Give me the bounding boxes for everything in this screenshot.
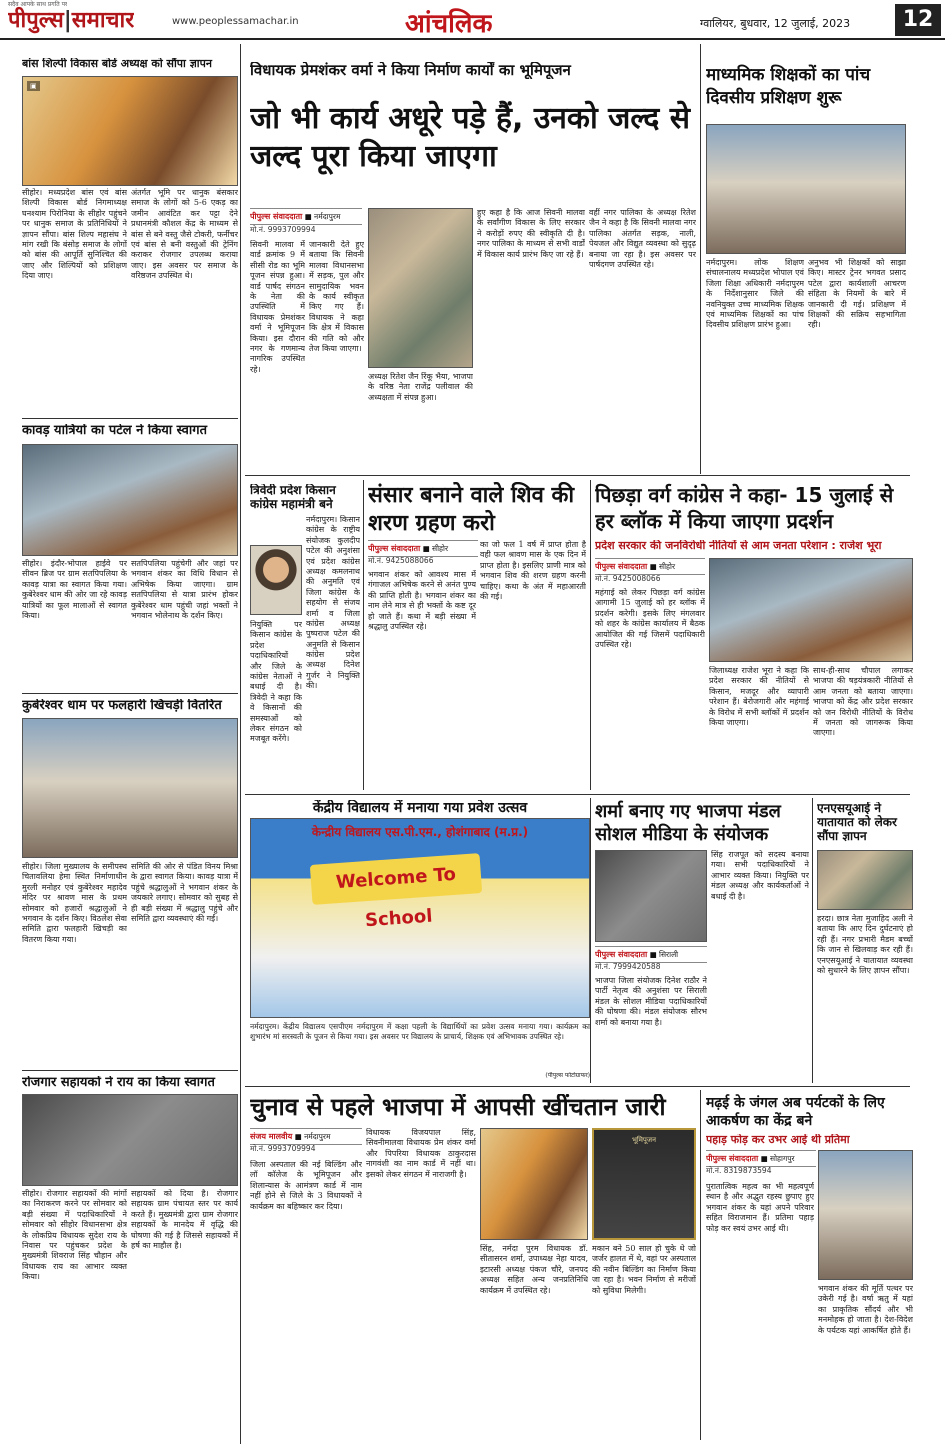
dateline: ग्वालियर, बुधवार, 12 जुलाई, 2023 [700, 17, 851, 30]
headline-teacher-training: माध्यमिक शिक्षकों का पांच दिवसीय प्रशिक्षण शुरू [706, 65, 871, 108]
divider [245, 475, 910, 476]
byline-mobile: मो.नं. 7999420588 [595, 962, 661, 971]
article-body: सीहोर। इंदौर-भोपाल हाईवे पर सीवन ब्रिज पर ग्राम सतपिपलिया के कावड़ यात्रा का स्वागत किया गया। कुबेरेश्वर धाम की ओर जा रहे कावड़ यात्रियों का फूल मालाओं से स्वागत किया। [22, 559, 127, 620]
byline-place: सोहागपुर [770, 1154, 795, 1163]
article-body: सीहोर। जिला मुख्यालय के समीपस्थ चितावलिया हेमा स्थित निर्माणाधीन मुरली मनोहर एवं कुबेरेश्वर महादेव मंदिर पर श्रावण मास के प्रथम सोमवार को हजारों श्रद्धालुओं ने भगवान के दर्शन किए। विठलेश सेवा समिति द्वारा फलहारी खिचड़ी का वितरण किया गया। [22, 862, 127, 944]
photo-memorandum [22, 76, 238, 186]
article-body: जिला अस्पताल की नई बिल्डिंग और लॉ कॉलेज के भूमिपूजन और शिलान्यास के आमंत्रण कार्ड में नाम नहीं होने से जिले के 3 विधायकों ने कार्यक्रम का बहिष्कार कर दिया। [250, 1160, 362, 1211]
photo-crowd [22, 718, 238, 858]
column-divider [240, 44, 241, 1444]
article-body: का जो फल 1 वर्ष में प्राप्त होता है वही फल श्रावण मास के एक दिन में प्राप्त होता है। इसलिए प्राणी मात्र को भगवान शिव की शरण ग्रहण करनी चाहिए। कथा के अंत में महाआरती की गई। [480, 540, 586, 601]
photo-bjp-social [595, 850, 707, 942]
byline-author: पीपुल्स संवाददाता [595, 562, 648, 571]
byline-mobile: मो.नं. 9425088066 [368, 556, 434, 565]
article-body: समिति की ओर से पंडित विनय मिश्रा के द्वारा स्वागत किया। कावड़ यात्रा में पहुंचे श्रद्धालुओं ने भगवान शंकर के जयकारे लगाए। सोमवार को सुबह से ही बड़ी संख्या में श्रद्धालु पहुंचे और समिति द्वारा व्यवस्थाएं की गईं। [131, 862, 238, 923]
logo-left: पीपुल्स [8, 8, 64, 33]
article-body: सिवनी मालवा में वार्ड क्रमांक 9 में सीसी रोड का भूमि पूजन संपन्न हुआ। वार्ड पार्षद संगठन के नेता की उपस्थिति में विधायक प्रेमशंकर वर्मा ने भूमिपूजन किया। इस दौरान नगर के गणमान्य नागरिक उपस्थित रहे। [250, 240, 305, 374]
photo-kawad [22, 444, 238, 556]
article-body: हुए कहा है कि आज सिवनी मालवा के सर्वांगीण विकास के लिए सरकार ने करोड़ों रुपए की स्वीकृति दी है। नगर पालिका के माध्यम से सभी वार्डों में विकास कार्य प्रारंभ किए जा रहे हैं। [477, 208, 585, 259]
photo-training [706, 124, 906, 254]
photo-caption: नर्मदापुरम। केंद्रीय विद्यालय एसपीएम नर्मदापुरम में कक्षा पहली के विद्यार्थियों का प्रवेश उत्सव मनाया गया। कार्यक्रम का शुभारंभ मां सरस्वती के पूजन से किया गया। इस अवसर पर विद्यालय के प्राचार्य, शिक्षक एवं अभिभावक उपस्थित रहे। [250, 1022, 590, 1041]
main-kicker: विधायक प्रेमशंकर वर्मा ने किया निर्माण कार्यों का भूमिपूजन [250, 62, 571, 79]
photo-caption: अध्यक्ष रितेश जैन रिंकू भैया, भाजपा के वरिष्ठ नेता राजेंद्र पलीवाल की अध्यक्षता में संपन्न हुआ। [368, 372, 473, 402]
byline-mobile: मो.नं. 9993709994 [250, 1144, 316, 1153]
byline-author: पीपुल्स संवाददाता [250, 212, 303, 221]
byline-author: पीपुल्स संवाददाता [706, 1154, 759, 1163]
article-body: नर्मदापुरम। लोक शिक्षण संचालनालय मध्यप्रदेश भोपाल एवं जिला शिक्षा अधिकारी नर्मदापुरम के निर्देशानुसार जिले की नवनियुक्त उच्च माध्यमिक शिक्षक एवं माध्यमिक शिक्षकों का पांच दिवसीय प्रशिक्षण प्रारंभ हुआ। [706, 258, 804, 330]
plaque-title: भूमिपूजन [632, 1136, 656, 1144]
headline-trivedi: त्रिवेदी प्रदेश किसान कांग्रेस महामंत्री बने [250, 484, 336, 511]
byline-mobile: मो.नं. 9993709994 [250, 225, 316, 234]
headline-bjp-social: शर्मा बनाए गए भाजपा मंडल सोशल मीडिया के संयोजक [595, 801, 781, 846]
subhead-mahui: पहाड़ फोड़ कर उभर आई थी प्रतिमा [706, 1134, 850, 1146]
byline-place: सिराली [659, 950, 679, 959]
photo-sculpture [818, 1150, 913, 1280]
photo-icon: ▣ [27, 81, 40, 91]
byline: पीपुल्स संवाददाता ■ सोहागपुर [706, 1150, 816, 1167]
section-title: आंचलिक [405, 9, 493, 39]
photo-assistants [22, 1094, 238, 1186]
headline-obc-congress: पिछड़ा वर्ग कांग्रेस ने कहा- 15 जुलाई से हर ब्लॉक में किया जाएगा प्रदर्शन [595, 483, 894, 533]
byline: पीपुल्स संवाददाता ■ नर्मदापुरम [250, 208, 362, 225]
headline-shiv: संसार बनाने वाले शिव की शरण ग्रहण करो [368, 483, 575, 536]
newspaper-logo[interactable] [8, 4, 134, 34]
headline-bamboo-board: बांस शिल्पी विकास बोर्ड अध्यक्ष को सौंपा ज्ञापन [22, 58, 212, 70]
byline: पीपुल्स संवाददाता ■ सीहोर [595, 558, 705, 575]
article-body: नर्मदापुरम। किसान कांग्रेस के राष्ट्रीय संयोजक कुलदीप पटेल की अनुशंसा एवं प्रदेश कांग्रेस अध्यक्ष कमलनाथ की अनुमति एवं जिला कांग्रेस के सहयोग से संजय शर्मा व जिला कांग्रेस अध्यक्ष पुष्पराज पटेल की अनुमति से किसान कांग्रेस प्रदेश अध्यक्ष दिनेश गुर्जर ने नियुक्ति की। [306, 515, 360, 691]
column-divider [590, 480, 591, 790]
headline-kawad-welcome: कावड़ यात्रियों का पटेल ने किया स्वागत [22, 424, 208, 438]
column-divider [590, 798, 591, 1083]
website-link[interactable]: www.peoplessamachar.in [172, 16, 299, 27]
article-body: जिलाध्यक्ष राजेश भूरा ने कहा कि प्रदेश सरकार की नीतियों से किसान, मजदूर और व्यापारी परेशान हैं। बेरोजगारी और महंगाई के विरोध में सभी ब्लॉकों में प्रदर्शन किया जाएगा। [709, 666, 809, 727]
divider [245, 1086, 910, 1087]
headline-school-entry: केंद्रीय विद्यालय में मनाया गया प्रवेश उत्सव [312, 800, 528, 816]
byline: संजय मालवीय ■ नर्मदापुरम [250, 1128, 362, 1145]
article-body: पुरातात्विक महत्व का भी महत्वपूर्ण स्थान है और अद्भुत रहस्य छुपाए हुए भगवान शंकर के यहां अपने परिवार सहित विराजमान हैं। प्रतिमा पहाड़ फोड़ कर स्वयं उभर आई थी। [706, 1182, 814, 1233]
byline: पीपुल्स संवाददाता ■ सिराली [595, 946, 707, 963]
byline-place: नर्मदापुरम [314, 212, 341, 221]
photo-obc-meeting [709, 558, 913, 662]
byline-mobile: मो.नं. 9425008066 [595, 574, 661, 583]
article-body: अंतर्गत भूमि पर धानुक बंसकार समाज के लोगों को 5-6 एकड़ का जमीन आवंटित कर पट्टा देने प्रधानमंत्री कौशल केंद्र के माध्यम से बांस से बने वस्तु जैसे टोकरी, फर्नीचर एवं बांस से बनी वस्तुओं की ट्रेनिंग कराकर रोजगार उपलब्ध कराया जाए। इस अवसर पर समाज के वरिष्ठजन उपस्थित थे। [131, 188, 238, 281]
column-divider [363, 480, 364, 790]
byline-author: पीपुल्स संवाददाता [368, 544, 421, 553]
divider [22, 418, 238, 419]
photo-election-leaders [480, 1128, 588, 1240]
headline-kubereshwar: कुबेरेश्वर धाम पर फलहारी खिचड़ी वितरित [22, 699, 222, 713]
article-body: सीहोर। मध्यप्रदेश बांस एवं बांस शिल्पी विकास बोर्ड निगमाध्यक्ष घनश्याम पिरोनिया के सीहोर पहुंचने पर धानुक समाज के प्रतिनिधियों ने ज्ञापन सौंपा। बांस शिल्प महासंघ ने मांग रखी कि बंसोड़ समाज के लोगों को बांस की आपूर्ति सुनिश्चित की जाए और शिल्पियों को प्रशिक्षण दिया जाए। [22, 188, 127, 281]
article-body: सतपिपलिया पहुंचेगी और जहां पर भगवान शंकर का विधि विधान से अभिषेक किया जाएगा। ग्राम सतपिपलिया से यात्रा प्रारंभ होकर कुबेरेश्वर धाम पहुंची जहां भक्तों ने भगवान भोलेनाथ के दर्शन किए। [131, 559, 238, 620]
byline-mobile: मो.नं. 8319873594 [706, 1166, 772, 1175]
masthead [0, 0, 945, 40]
byline-author: पीपुल्स संवाददाता [595, 950, 648, 959]
divider [245, 794, 910, 795]
divider [22, 1070, 238, 1071]
logo-separator: | [63, 8, 72, 33]
headline-election: चुनाव से पहले भाजपा में आपसी खींचतान जारी [250, 1094, 666, 1121]
photo-nsui [817, 850, 913, 910]
photo-bhoomipujan [368, 208, 473, 368]
logo-right: समाचार [71, 8, 135, 33]
school-banner: केन्द्रीय विद्यालय एस.पी.एम., होशंगाबाद (म.प्र.) [311, 825, 529, 839]
article-body: सिंह राजपूत को सदस्य बनाया गया। सभी पदाधिकारियों ने आभार व्यक्त किया। नियुक्ति पर मंडल अध्यक्ष और कार्यकर्ताओं ने बधाई दी है। [711, 850, 809, 901]
article-body: भाजपा जिला संयोजक दिनेश राठौर ने पार्टी नेतृत्व की अनुशंसा पर सिराली मंडल के सोशल मीडिया पदाधिकारियों की घोषणा की। मंडल संयोजक सौरभ शर्मा को बनाया गया है। [595, 976, 707, 1027]
subhead-obc: प्रदेश सरकार की जनविरोधी नीतियों से आम जनता परेशान : राजेश भूरा [595, 540, 882, 552]
headline-mahui: मढ़ई के जंगल अब पर्यटकों के लिए आकर्षण का केंद्र बने [706, 1095, 885, 1130]
article-body: मकान बने 50 साल हो चुके थे जो जर्जर हालत में थे, वहां पर अस्पताल की नवीन बिल्डिंग का निर्माण किया जा रहा है। भवन निर्माण से मरीजों को सुविधा मिलेगी। [592, 1244, 696, 1295]
welcome-sign: Welcome To School [310, 853, 482, 905]
foundation-plaque [592, 1128, 696, 1240]
byline-place: सीहोर [432, 544, 449, 553]
headline-nsui: एनएसयूआई ने यातायात को लेकर सौंपा ज्ञापन [817, 802, 897, 843]
article-body: भगवान शंकर की मूर्ति पत्थर पर उकेरी गई है। वर्षा ऋतु में यहां का प्राकृतिक सौंदर्य और भी मनमोहक हो जाता है। देश-विदेश के पर्यटक यहां आकर्षित होते हैं। [818, 1284, 913, 1335]
article-body: विधायक विजयपाल सिंह, सिवनीमालवा विधायक प्रेम शंकर वर्मा और पिपरिया विधायक ठाकुरदास नागवंशी का नाम कार्ड में नहीं था। इसको लेकर संगठन में नाराजगी है। [366, 1128, 476, 1179]
byline: पीपुल्स संवाददाता ■ सीहोर [368, 540, 478, 557]
page-number: 12 [895, 4, 941, 36]
article-body: साथ-ही-साथ चौपाल लगाकर भाजपा की षड़यंत्रकारी नीतियों से आम जनता को बताया जाएगा। भाजपा को केंद्र और प्रदेश सरकार को जन विरोधी नीतियों के विरोध में जनता को जागरूक किया जाएगा। [813, 666, 913, 738]
article-body: सहायकों को दिया है। रोजगार सहायक ग्राम पंचायत स्तर पर कार्य करते हैं। मुख्यमंत्री द्वारा ग्राम रोजगार सहायकों के मानदेय में वृद्धि की घोषणा की गई है जिससे सहायकों में हर्ष का माहौल है। [131, 1189, 238, 1250]
article-body: अनुभव भी शिक्षकों को साझा किए। मास्टर ट्रेनर भगवत प्रसाद पटेल द्वारा कार्यशाली आचरण संहिता के नियमों के बारे में जानकारी दी गई। प्रशिक्षण में शिक्षकों की सक्रिय सहभागिता रही। [808, 258, 906, 330]
byline-place: सीहोर [659, 562, 676, 571]
article-body: सीहोर। रोजगार सहायकों की मांगों का निराकरण करने पर सोमवार को बड़ी संख्या में पदाधिकारियों ने सोमवार को सीहोर विधानसभा क्षेत्र के लोकप्रिय विधायक सुदेश राय के निवास पर पहुंचकर प्रदेश के मुख्यमंत्री शिवराज सिंह चौहान और विधायक राय का आभार व्यक्त किया। [22, 1189, 127, 1282]
photo-credit: (पीपुल्स फोटोग्राफर) [545, 1072, 590, 1079]
column-divider [700, 1090, 701, 1440]
byline-place: नर्मदापुरम [304, 1132, 331, 1141]
article-body: भगवान शंकर को आवश्य मास में गंगाजल अभिषेक करने से अनंत पुण्य की प्राप्ति होती है। भगवान शंकर का नाम लेने मात्र से ही भक्तों के कष्ट दूर हो जाते हैं। कथा में बड़ी संख्या में श्रद्धालु उपस्थित रहे। [368, 570, 476, 631]
column-divider [700, 44, 701, 474]
article-body: हरदा। छात्र नेता मुजाहिद अली ने बताया कि आए दिन दुर्घटनाएं हो रही हैं। नगर प्रभारी मैडम बच्चों कि जान से खिलवाड़ कर रही हैं। एनएसयूआई ने यातायात व्यवस्था को सुधारने के लिए ज्ञापन सौंपा। [817, 914, 913, 975]
photo-school-event [250, 818, 590, 1018]
masthead-tagline: सदैव आपके साथ प्रगति पर [8, 1, 68, 8]
byline-author: संजय मालवीय [250, 1132, 293, 1141]
article-body: वहीं नगर पालिका के अध्यक्ष रितेश जैन ने कहा है कि सिवनी मालवा नगर पालिका अंतर्गत सड़क, नाली, पेयजल और विद्युत व्यवस्था को सुदृढ़ बनाया जा रहा है। इस अवसर पर पार्षदगण उपस्थित रहे। [589, 208, 696, 269]
column-divider [812, 798, 813, 1083]
main-headline: जो भी कार्य अधूरे पड़े हैं, उनको जल्द से जल्द पूरा किया जाएगा [250, 101, 691, 174]
headline-employment-assistants: रोजगार सहायकों ने राय का किया स्वागत [22, 1076, 215, 1090]
divider [22, 693, 238, 694]
article-body: नियुक्ति पर किसान कांग्रेस के प्रदेश पदाधिकारियों और जिले के कांग्रेस नेताओं ने बधाई दी है। त्रिवेदी ने कहा कि वे किसानों की समस्याओं को लेकर संगठन को मजबूत करेंगे। [250, 620, 302, 744]
article-body: जानकारी देते हुए बताया कि सिवनी मालवा विधानसभा में सड़क, पुल और सामुदायिक भवन के कार्य स्वीकृत किए गए हैं। विधायक ने कहा कि क्षेत्र में विकास की गति को और तेज किया जाएगा। [309, 240, 364, 353]
article-body: महंगाई को लेकर पिछड़ा वर्ग कांग्रेस आगामी 15 जुलाई को हर ब्लॉक में प्रदर्शन करेगी। इसके लिए मंगलवार को शहर के कांग्रेस कार्यालय में बैठक आयोजित की गई जिसमें पदाधिकारी उपस्थित रहे। [595, 588, 705, 649]
article-body: सिंह, नर्मदा पुरम विधायक डॉ. सीतासरन शर्मा, उपाध्यक्ष नेहा यादव, इटारसी अध्यक्ष पंकज चौरे, जनपद अध्यक्ष सहित अन्य जनप्रतिनिधि कार्यक्रम में उपस्थित रहे। [480, 1244, 588, 1295]
